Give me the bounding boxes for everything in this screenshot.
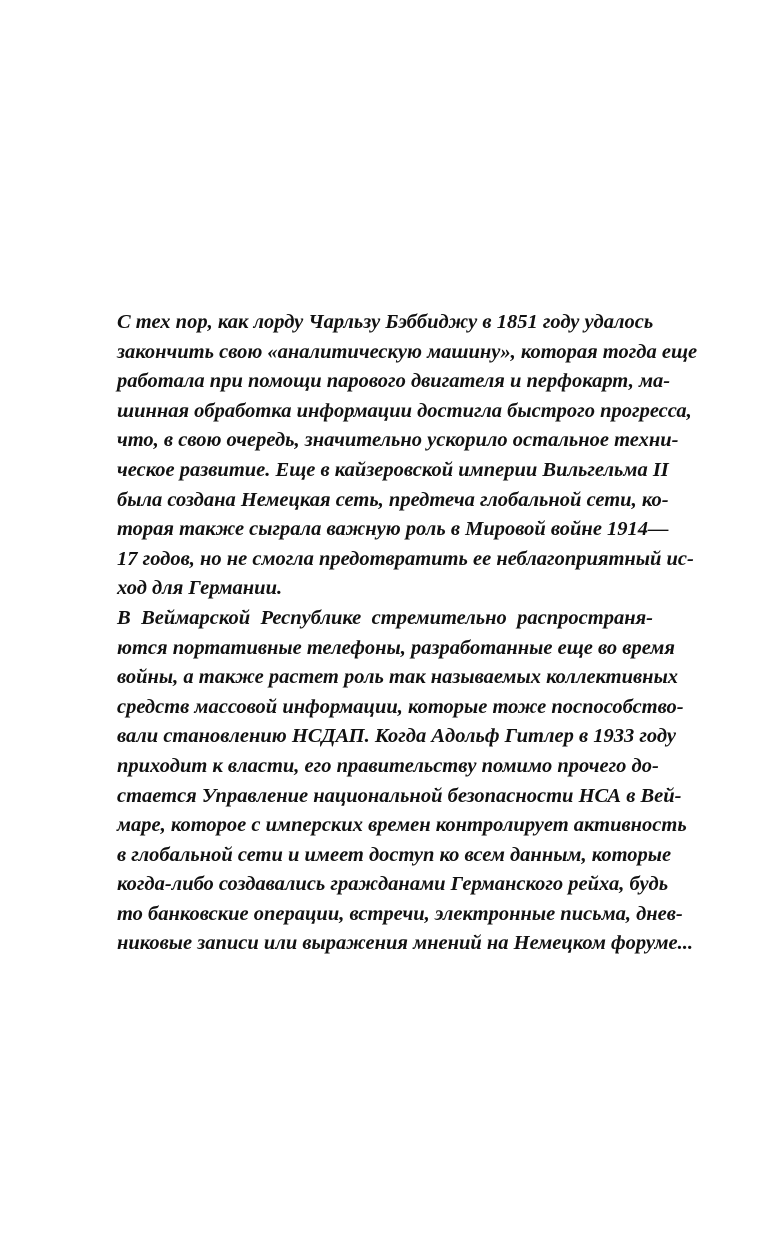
text-line: стается Управление национальной безопасности НСА в Вей- bbox=[117, 784, 682, 807]
text-line: то банковские операции, встречи, электронные письма, днев- bbox=[117, 902, 683, 925]
text-line: ются портативные телефоны, разработанные еще во время bbox=[117, 636, 675, 659]
paragraph-2 bbox=[117, 604, 693, 959]
text-line: приходит к власти, его правительству помимо прочего до- bbox=[117, 754, 659, 777]
text-line: маре, которое с имперских времен контролирует активность bbox=[117, 814, 687, 837]
text-line: вали становлению НСДАП. Когда Адольф Гитлер в 1933 году bbox=[117, 725, 676, 748]
text-line: работала при помощи парового двигателя и перфокарт, ма- bbox=[117, 370, 671, 393]
text-line: в глобальной сети и имеет доступ ко всем данным, которые bbox=[117, 843, 672, 866]
text-line: никовые записи или выражения мнений на Немецком форуме... bbox=[117, 932, 693, 955]
text-line: торая также сыграла важную роль в Мировой войне 1914— bbox=[117, 518, 669, 541]
text-line: закончить свою «аналитическую машину», которая тогда еще bbox=[117, 340, 698, 363]
text-line: В Веймарской Республике стремительно распространя- bbox=[117, 606, 653, 629]
text-line: когда-либо создавались гражданами Германского рейха, будь bbox=[117, 873, 669, 896]
page-text bbox=[117, 308, 698, 959]
text-line: С тех пор, как лорду Чарльзу Бэббиджу в 1851 году удалось bbox=[117, 311, 654, 333]
text-line: ход для Германии. bbox=[117, 577, 283, 600]
text-line: ческое развитие. Еще в кайзеровской империи Вильгельма II bbox=[117, 458, 669, 481]
text-line: 17 годов, но не смогла предотвратить ее неблагоприятный ис- bbox=[117, 547, 694, 570]
text-line: шинная обработка информации достигла быстрого прогресса, bbox=[117, 399, 692, 422]
text-line: войны, а также растет роль так называемых коллективных bbox=[117, 666, 679, 689]
text-line: была создана Немецкая сеть, предтеча глобальной сети, ко- bbox=[117, 488, 669, 511]
paragraph-1 bbox=[117, 308, 698, 604]
text-line: что, в свою очередь, значительно ускорило остальное техни- bbox=[117, 429, 679, 452]
text-line: средств массовой информации, которые тоже поспособство- bbox=[117, 695, 684, 718]
